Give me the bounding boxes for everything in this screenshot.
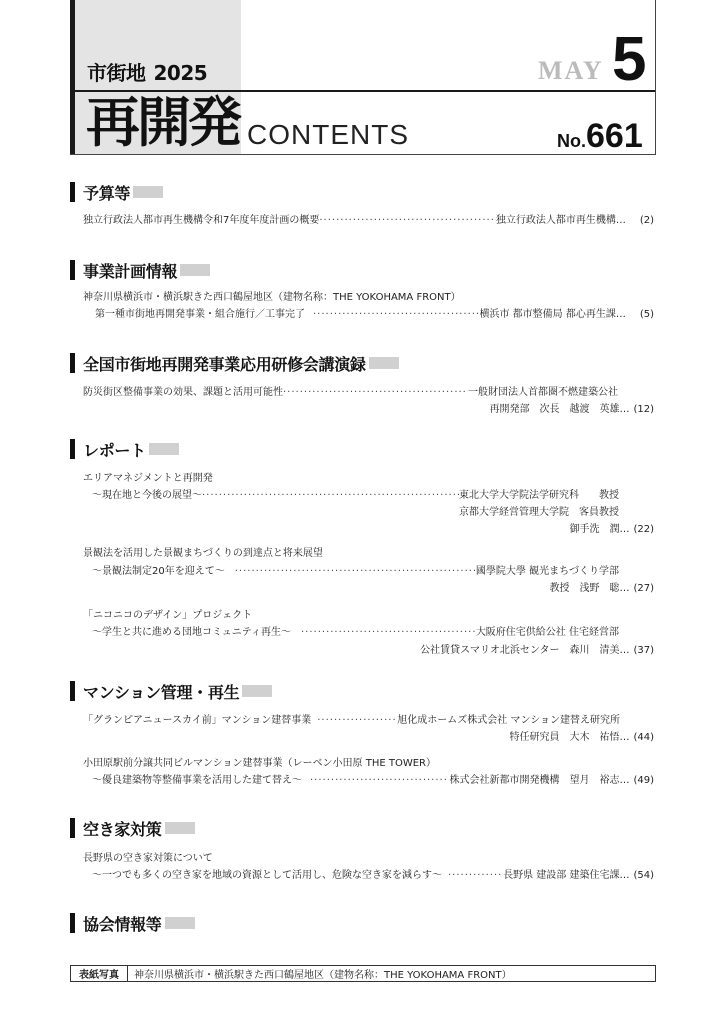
magazine-series — [87, 57, 207, 86]
entry-author-line2 — [549, 582, 654, 595]
section-heading-mansion — [70, 680, 272, 702]
entry-author-line3 — [569, 523, 654, 536]
section-tab — [149, 443, 179, 455]
section-title: 協会情報等 — [83, 914, 162, 934]
entry-subtitle: 第一種市街地再開発事業・組合施行／工事完了 — [95, 309, 305, 320]
section-bar — [70, 182, 75, 202]
entry-page: (12) — [633, 404, 654, 415]
toc-entry-report-2[interactable] — [92, 565, 619, 578]
leader-dots — [235, 565, 476, 578]
issue-month-name: MAY — [538, 56, 604, 85]
header-right-rule — [655, 0, 656, 155]
entry-author: 國學院大學 観光まちづくり学部 — [475, 566, 619, 577]
section-title: 事業計画情報 — [83, 261, 178, 281]
toc-entry-project-1[interactable] — [95, 308, 654, 321]
entry-author: 旭化成ホームズ株式会社 マンション建替え研究所 — [397, 715, 620, 726]
section-tab — [133, 186, 163, 198]
entry-author2: 特任研究員 大木 祐悟… — [509, 732, 630, 743]
entry-author2: 公社賃貸スマリオ北浜センター 森川 清美… — [420, 645, 630, 656]
section-title: 空き家対策 — [83, 819, 162, 839]
toc-entry-mansion-1[interactable] — [83, 714, 620, 727]
issue-month-number: 5 — [612, 25, 647, 94]
issue-number-prefix: No. — [557, 131, 586, 151]
contents-label: CONTENTS — [247, 119, 409, 150]
entry-title: 独立行政法人都市再生機構令和7年度年度計画の概要 — [83, 215, 320, 226]
section-title: 全国市街地再開発事業応用研修会講演録 — [83, 354, 366, 374]
entry-author: 東北大学大学院法学研究科 教授 — [459, 490, 619, 501]
entry-subtitle: ～景観法制定20年を迎えて～ — [92, 566, 225, 577]
entry-title: 防災街区整備事業の効果、課題と活用可能性 — [83, 387, 283, 398]
toc-entry-report-3[interactable] — [92, 626, 619, 639]
entry-subtitle: ～優良建築物等整備事業を活用した建て替え～ — [92, 775, 302, 786]
series-name: 市街地 — [87, 61, 146, 85]
section-title: 予算等 — [83, 183, 131, 203]
section-bar — [70, 260, 75, 280]
entry-author-line2 — [489, 403, 654, 416]
section-heading-vacant — [70, 817, 195, 839]
entry-title[interactable]: 長野県の空き家対策について — [83, 853, 213, 864]
section-tab — [165, 822, 195, 834]
entry-author3: 御手洗 潤… — [569, 524, 630, 535]
section-bar — [70, 818, 75, 838]
entry-title[interactable]: 小田原駅前分譲共同ビルマンション建替事業（レーベン小田原 THE TOWER） — [83, 758, 436, 769]
section-heading-report — [70, 438, 179, 460]
section-tab — [242, 685, 272, 697]
entry-author-line2 — [420, 644, 654, 657]
section-heading-budget — [70, 181, 163, 203]
section-bar — [70, 353, 75, 373]
leader-dots — [202, 489, 459, 502]
section-bar — [70, 439, 75, 459]
toc-entry-seminar-1[interactable] — [83, 386, 618, 399]
header-left-rule — [70, 0, 75, 155]
entry-page: (27) — [633, 583, 654, 594]
entry-page: (49) — [633, 775, 654, 786]
cover-text: 神奈川県横浜市・横浜駅きた西口鶴屋地区（建物名称：THE YOKOHAMA FRONT） — [134, 970, 512, 981]
series-year: 2025 — [153, 61, 208, 85]
entry-title[interactable]: エリアマネジメントと再開発 — [83, 473, 213, 484]
section-tab — [165, 917, 195, 929]
entry-page: (2) — [639, 215, 654, 226]
section-bar — [70, 913, 75, 933]
entry-title[interactable]: 神奈川県横浜市・横浜駅きた西口鶴屋地区（建物名称：THE YOKOHAMA FRONT） — [83, 292, 461, 303]
toc-entry-mansion-2[interactable] — [92, 774, 654, 787]
cover-photo-caption — [70, 965, 656, 982]
cover-label: 表紙写真 — [71, 966, 128, 981]
section-heading-project — [70, 259, 210, 281]
entry-title[interactable]: 「ニコニコのデザイン」プロジェクト — [83, 610, 253, 621]
entry-subtitle: ～学生と共に進める団地コミュニティ再生～ — [92, 627, 291, 638]
entry-author2: 京都大学経営管理大学院 客員教授 — [459, 507, 619, 518]
entry-page: (54) — [633, 870, 654, 881]
entry-title[interactable]: 景観法を活用した景観まちづくりの到達点と将来展望 — [83, 548, 323, 559]
entry-author: 株式会社新都市開発機構 望月 裕志… — [449, 775, 630, 786]
leader-dots — [283, 386, 468, 399]
entry-author: 一般財団法人首都圏不燃建築公社 — [468, 387, 618, 398]
issue-number-value: 661 — [586, 117, 643, 155]
toc-entry-budget-1[interactable] — [83, 214, 654, 227]
toc-entry-report-1[interactable] — [92, 489, 619, 502]
leader-dots — [301, 626, 476, 639]
entry-author-line2 — [509, 731, 654, 744]
section-heading-assoc — [70, 912, 195, 934]
entry-author2: 再開発部 次長 越渡 英雄… — [489, 404, 630, 415]
section-bar — [70, 681, 75, 701]
entry-title: 「グランピアニュースカイ前」マンション建替事業 — [83, 715, 312, 726]
entry-author: 横浜市 都市整備局 都心再生課… — [479, 309, 626, 320]
entry-subtitle: ～現在地と今後の展望～ — [92, 490, 202, 501]
entry-author: 長野県 建設部 建築住宅課… — [503, 870, 630, 881]
leader-dots — [310, 774, 449, 787]
section-heading-seminar — [70, 352, 399, 374]
entry-subtitle: ～一つでも多くの空き家を地域の資源として活用し、危険な空き家を減らす～ — [92, 870, 442, 881]
leader-dots — [317, 714, 397, 727]
toc-entry-vacant-1[interactable] — [92, 869, 654, 882]
leader-dots — [319, 214, 495, 227]
entry-page: (22) — [633, 524, 654, 535]
section-title: レポート — [83, 440, 146, 460]
section-tab — [369, 357, 399, 369]
leader-dots — [448, 869, 503, 882]
entry-page: (44) — [633, 732, 654, 743]
entry-page: (5) — [639, 309, 654, 320]
section-title: マンション管理・再生 — [83, 682, 240, 702]
leader-dots — [313, 308, 479, 321]
entry-author2: 教授 浅野 聡… — [549, 583, 630, 594]
issue-number — [557, 117, 643, 156]
entry-author: 大阪府住宅供給公社 住宅経営部 — [475, 627, 619, 638]
entry-page: (37) — [633, 645, 654, 656]
section-tab — [180, 264, 210, 276]
magazine-title: 再開発 — [86, 91, 239, 154]
entry-author: 独立行政法人都市再生機構… — [495, 215, 626, 226]
